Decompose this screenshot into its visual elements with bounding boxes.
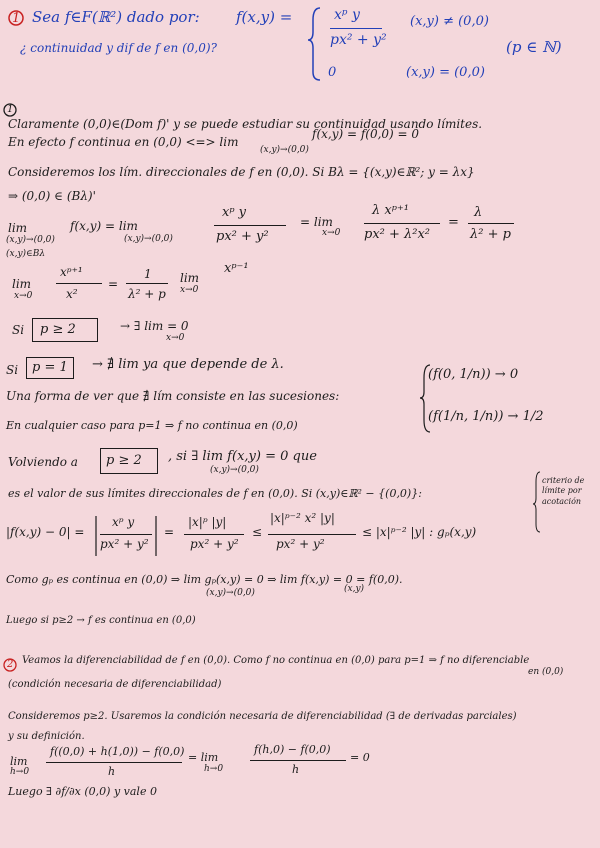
section-2-number: 2: [7, 659, 14, 670]
abs-2-num: xᵖ y: [112, 515, 135, 529]
lim-4-sub: x→0: [14, 291, 33, 301]
question-text: ¿ continuidad y dif de f en (0,0)?: [20, 41, 217, 55]
problem-statement: Sea f∈F(ℝ²) dado por:: [32, 8, 200, 26]
abs-4-bar: [268, 534, 356, 535]
s2-line-1: Veamos la diferenciabilidad de f en (0,0). Como f no continua en (0,0) para p=1 ⇒ f no diferenciable: [22, 655, 530, 666]
piecewise-denominator: px² + y²: [330, 32, 387, 48]
box-1-text: p ≥ 2: [40, 322, 76, 337]
abs-5: ≤ |x|ᵖ⁻² |y| : gₚ(x,y): [362, 525, 477, 539]
lim-3-sub: x→0: [322, 228, 341, 238]
fxy-lim: f(x,y) = lim: [70, 219, 138, 233]
abs-3-den: px² + y²: [190, 537, 239, 551]
si-2: Si: [6, 363, 19, 377]
frac-2-bar: [364, 223, 440, 224]
case-value-2: 0: [328, 65, 337, 80]
frac-4-bar: [56, 283, 102, 284]
lim-5: lim: [180, 271, 200, 285]
arrow-1-sub: x→0: [166, 333, 185, 343]
s2-line-4: y su definición.: [8, 731, 85, 742]
luego-1: Luego si p≥2 → f es continua en (0,0): [6, 615, 196, 626]
frac-1-bar: [214, 225, 286, 226]
abs-1: |f(x,y) − 0| =: [6, 525, 85, 539]
s2-eq-0: = 0: [350, 751, 370, 764]
case-condition-2: (x,y) = (0,0): [406, 65, 485, 80]
forma-line: Una forma de ver que ∄ lím consiste en las sucesiones:: [6, 389, 340, 403]
s1-line-1: Claramente (0,0)∈(Dom f)' y se puede estudiar su continuidad usando límites.: [8, 117, 483, 131]
volviendo: Volviendo a: [8, 455, 78, 469]
frac-3-den: λ² + p: [470, 227, 511, 242]
abs-le: ≤: [252, 525, 263, 539]
s2-lim-sub-2: h→0: [204, 764, 224, 774]
valor-line: es el valor de sus límites direccionales de f en (0,0). Si (x,y)∈ℝ² − {(0,0)}:: [8, 487, 422, 500]
s2-frac-1-bar: [46, 762, 182, 763]
s2-luego: Luego ∃ ∂f/∂x (0,0) y vale 0: [8, 785, 157, 798]
abs-4-den: px² + y²: [276, 537, 325, 551]
como-sub-1: (x,y)→(0,0): [206, 588, 255, 598]
frac-2-num: λ xᵖ⁺¹: [372, 203, 409, 218]
eq-2: =: [108, 277, 119, 291]
lim-1-sub-2: (x,y)∈Bλ: [6, 249, 46, 259]
s2-frac-2-den: h: [292, 763, 300, 776]
lim-5-sub: x→0: [180, 285, 199, 295]
section-1-number: 1: [7, 104, 14, 115]
s2-line-1b: en (0,0): [528, 667, 564, 677]
frac-3-num: λ: [474, 205, 483, 220]
abs-2-bar: [100, 534, 152, 535]
como-line: Como gₚ es continua en (0,0) ⇒ lim gₚ(x,y) = 0 ⇒ lim f(x,y) = 0 = f(0,0).: [6, 573, 403, 586]
s2-lim-sub: h→0: [10, 767, 30, 777]
abs-4-num: |x|ᵖ⁻² x² |y|: [270, 511, 335, 525]
frac-5-den: λ² + p: [128, 287, 166, 301]
piecewise-numerator: xᵖ y: [334, 7, 360, 23]
parameter-note: (p ∈ ℕ): [506, 38, 562, 56]
s2-frac-1-den: h: [108, 765, 116, 778]
arrow-1: → ∃ lim = 0: [120, 319, 189, 333]
sequence-2: (f(1/n, 1/n)) → 1/2: [428, 409, 544, 424]
eq-lim: = lim: [300, 215, 333, 229]
s2-frac-2-bar: [250, 760, 346, 761]
s2-line-3: Consideremos p≥2. Usaremos la condición necesaria de diferenciabilidad (∃ de derivadas parciales): [8, 711, 517, 722]
s2-line-2: (condición necesaria de diferenciabilidad): [8, 679, 222, 690]
como-sub-2: (x,y): [344, 584, 365, 594]
lim-1: lim: [8, 221, 28, 235]
box-2-text: p = 1: [32, 360, 68, 375]
s2-frac-1-num: f((0,0) + h(1,0)) − f(0,0): [50, 745, 185, 758]
eq: =: [448, 215, 459, 230]
frac-1-den: px² + y²: [216, 229, 269, 244]
abs-3-num: |x|ᵖ |y|: [188, 515, 227, 529]
cualquier-line: En cualquier caso para p=1 ⇒ f no continua en (0,0): [6, 419, 298, 432]
power-term: xᵖ⁻¹: [224, 261, 249, 276]
frac-5-bar: [126, 283, 168, 284]
si-1: Si: [12, 323, 25, 337]
s2-lim: lim: [10, 755, 28, 768]
lim-4: lim: [12, 277, 32, 291]
s1-line-2-sub: (x,y)→(0,0): [260, 145, 309, 155]
arrow-2: → ∄ lim ya que depende de λ.: [92, 357, 284, 372]
s1-line-2a: En efecto f continua en (0,0) <=> lim: [8, 135, 239, 149]
sequence-1: (f(0, 1/n)) → 0: [428, 367, 519, 382]
criterio-note: criterio de límite por acotación: [542, 476, 585, 506]
frac-4-den: x²: [66, 287, 78, 301]
abs-eq: =: [164, 525, 175, 539]
lim-1-sub-1: (x,y)→(0,0): [6, 235, 55, 245]
frac-3-bar: [468, 223, 514, 224]
exists-line: , si ∃ lim f(x,y) = 0 que: [168, 449, 317, 464]
lim-2-sub: (x,y)→(0,0): [124, 234, 173, 244]
frac-5-num: 1: [144, 267, 152, 281]
frac-1-num: xᵖ y: [222, 205, 247, 220]
frac-4-num: xᵖ⁺¹: [60, 265, 83, 279]
frac-2-den: px² + λ²x²: [364, 227, 431, 242]
abs-2-den: px² + y²: [100, 537, 149, 551]
case-condition-1: (x,y) ≠ (0,0): [410, 14, 489, 29]
s1-line-2b: f(x,y) = f(0,0) = 0: [312, 127, 420, 141]
exists-sub: (x,y)→(0,0): [210, 465, 259, 475]
fraction-bar: [330, 28, 382, 29]
function-label: f(x,y) =: [236, 8, 293, 26]
s2-eq-lim: = lim: [188, 751, 219, 764]
box-3-text: p ≥ 2: [106, 453, 142, 468]
problem-number: 1: [12, 11, 21, 26]
s1-line-4: ⇒ (0,0) ∈ (Bλ)': [8, 189, 96, 203]
s1-line-3: Consideremos los lím. direccionales de f en (0,0). Si Bλ = {(x,y)∈ℝ²; y = λx}: [8, 165, 475, 179]
s2-frac-2-num: f(h,0) − f(0,0): [254, 743, 331, 756]
abs-3-bar: [184, 534, 244, 535]
